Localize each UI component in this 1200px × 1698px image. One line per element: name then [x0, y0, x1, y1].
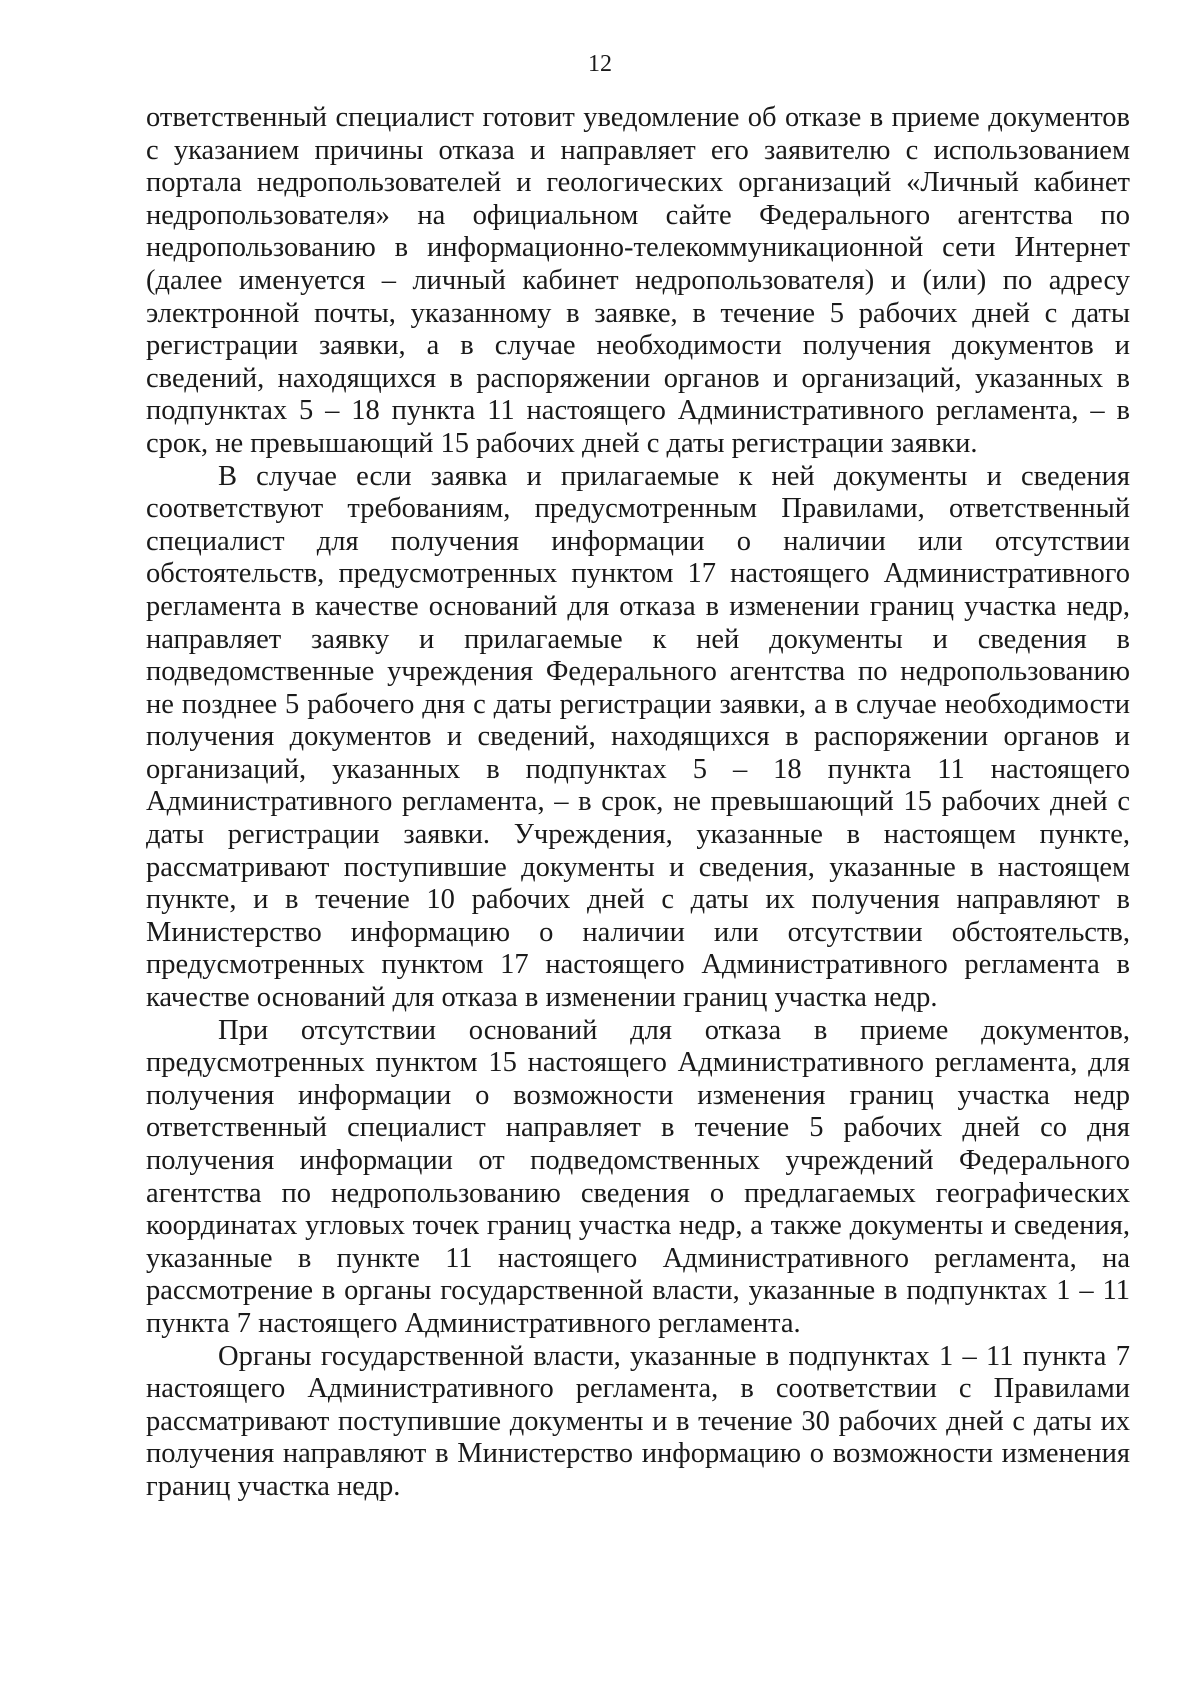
paragraph-3: При отсутствии оснований для отказа в приеме документов, предусмотренных пунктом 15 настоящего Административного регламента, для получения информации о возможности изменения границ участка недр ответственный специалист направляет в течение 5 рабочих дней со дня получения информации от подведомственных учреждений Федерального агентства по недропользованию сведения о предлагаемых географических координатах угловых точек границ участка недр, а также документы и сведения, указанные в пункте 11 настоящего Административного регламента, на рассмотрение в органы государственной власти, указанные в подпунктах 1 – 11 пункта 7 настоящего Административного регламента. — [146, 1014, 1130, 1339]
paragraph-2: В случае если заявка и прилагаемые к ней документы и сведения соответствуют требованиям, предусмотренным Правилами, ответственный специалист для получения информации о наличии или отсутствии обстоятельств, предусмотренных пунктом 17 настоящего Административного регламента в качестве оснований для отказа в изменении границ участка недр, направляет заявку и прилагаемые к ней документы и сведения в подведомственные учреждения Федерального агентства по недропользованию не позднее 5 рабочего дня с даты регистрации заявки, а в случае необходимости получения документов и сведений, находящихся в распоряжении органов и организаций, указанных в подпунктах 5 – 18 пункта 11 настоящего Административного регламента, – в срок, не превышающий 15 рабочих дней с даты регистрации заявки. Учреждения, указанные в настоящем пункте, рассматривают поступившие документы и сведения, указанные в настоящем пункте, и в течение 10 рабочих дней с даты их получения направляют в Министерство информацию о наличии или отсутствии обстоятельств, предусмотренных пунктом 17 настоящего Административного регламента в качестве оснований для отказа в изменении границ участка недр. — [146, 460, 1130, 1014]
document-body — [146, 102, 1130, 1504]
paragraph-4: Органы государственной власти, указанные в подпунктах 1 – 11 пункта 7 настоящего Административного регламента, в соответствии с Правилами рассматривают поступившие документы и в течение 30 рабочих дней с даты их получения направляют в Министерство информацию о возможности изменения границ участка недр. — [146, 1340, 1130, 1502]
page-number: 12 — [588, 51, 612, 77]
paragraph-1: ответственный специалист готовит уведомление об отказе в приеме документов с указанием причины отказа и направляет его заявителю с использованием портала недропользователей и геологических организаций «Личный кабинет недропользователя» на официальном сайте Федерального агентства по недропользованию в информационно-телекоммуникационной сети Интернет (далее именуется – личный кабинет недропользователя) и (или) по адресу электронной почты, указанному в заявке, в течение 5 рабочих дней с даты регистрации заявки, а в случае необходимости получения документов и сведений, находящихся в распоряжении органов и организаций, указанных в подпунктах 5 – 18 пункта 11 настоящего Административного регламента, – в срок, не превышающий 15 рабочих дней с даты регистрации заявки. — [146, 102, 1130, 459]
